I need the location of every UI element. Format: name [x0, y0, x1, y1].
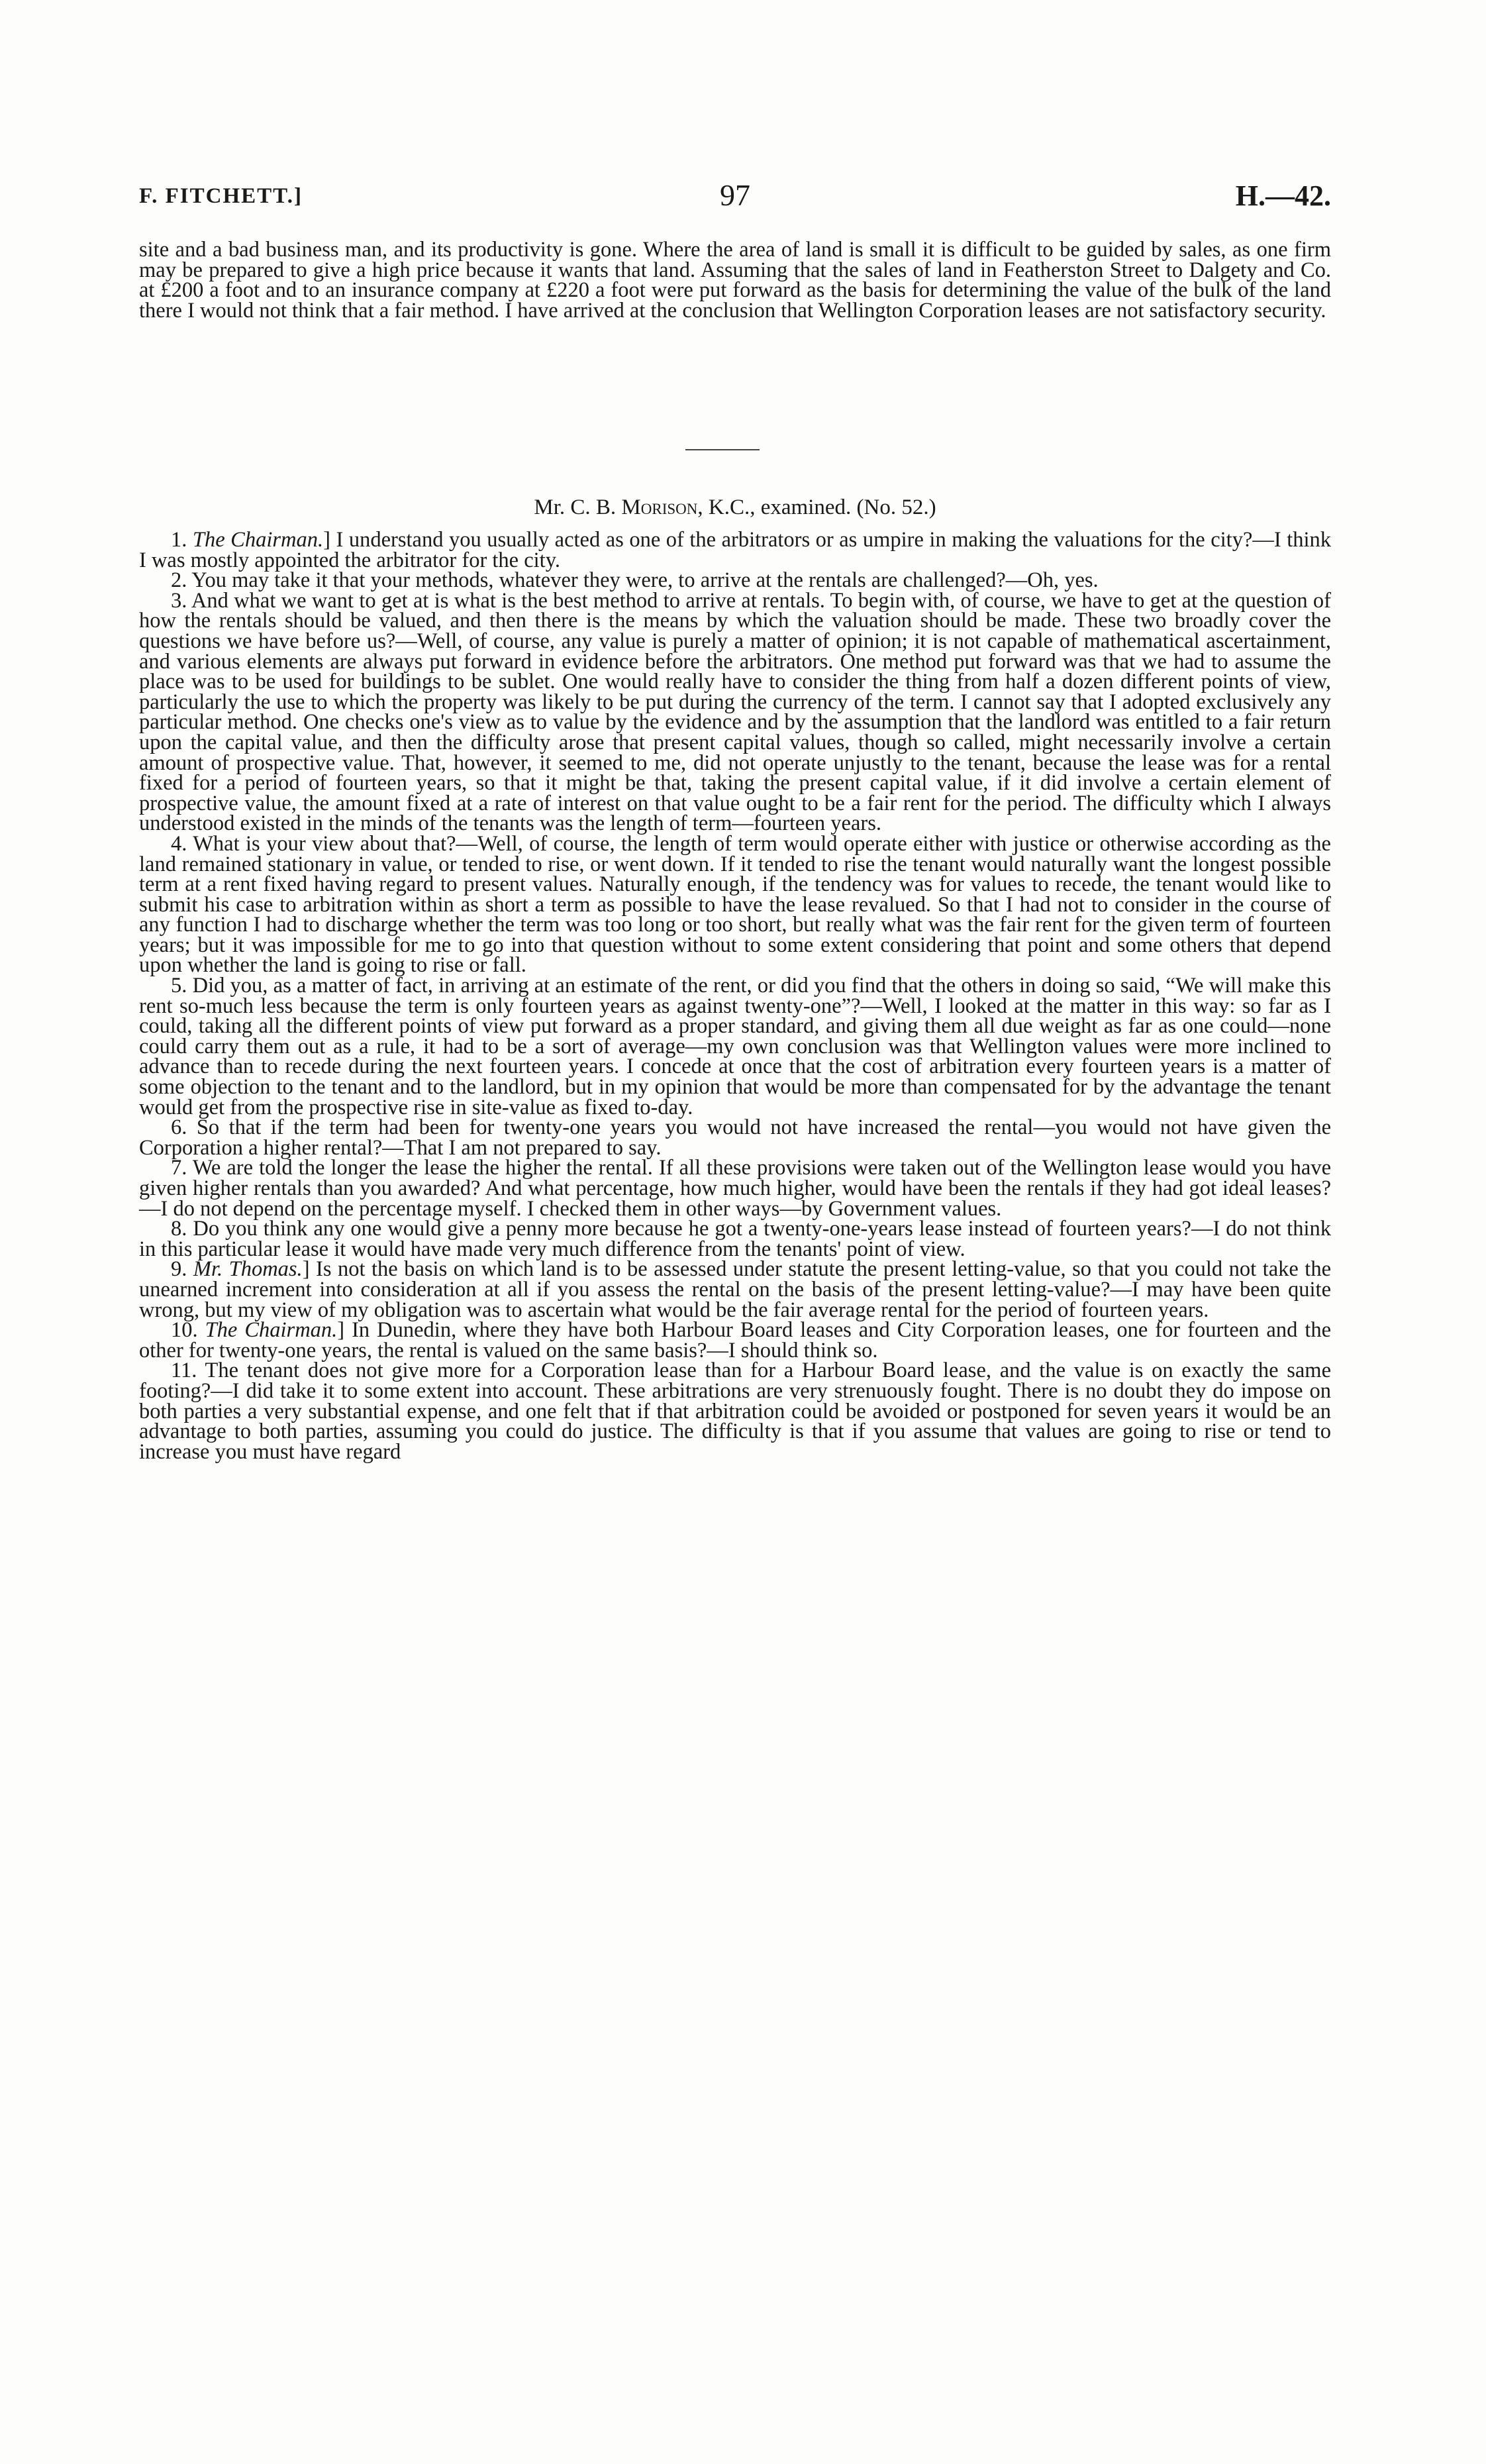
- question-text: Did you, as a matter of fact, in arriving at an estimate of the rent, or did you find that the others in doing so said, “We will make this rent so-much less because the term is only fourteen years as against twenty-one”?—Well, I looked at the matter in this way: so far as I could, taking all the different points of view put forward as a proper standard, and giving them all due weight as far as one could—none could carry them out as a rule, it had to be a sort of average—my own conclusion was that Wellington values were more inclined to advance than to recede during the next fourteen years. I concede at once that the cost of arbitration every fourteen years is a matter of some objection to the tenant and to the landlord, but in my opinion that would be more than compensated for by the advantage the tenant would get from the prospective rise in site-value as fixed to-day.: [139, 974, 1331, 1119]
- question-number: 2.: [171, 568, 187, 593]
- examination-number: (No. 52.): [856, 495, 936, 519]
- examination-heading: [139, 495, 1331, 520]
- question-number: 11.: [171, 1359, 197, 1383]
- question-paragraph: 9. Mr. Thomas.] Is not the basis on which land is to be assessed under statute the present letting-value, so that you could not take the unearned increment into consideration at all if you assess the rental on the basis of the present letting-value?—I may have been quite wrong, but my view of my obligation was to ascertain what would be the fair average rental for the period of fourteen years.: [139, 1257, 1332, 1322]
- question-number: 10.: [171, 1318, 198, 1343]
- question-paragraph: [139, 1360, 1331, 1462]
- examination-suffix: , K.C., examined.: [697, 495, 852, 519]
- page-header: [139, 178, 1331, 224]
- question-paragraph: [139, 831, 1331, 978]
- document-code: H.—42.: [1235, 180, 1331, 212]
- section-divider: [685, 449, 760, 450]
- question-number: 7.: [171, 1156, 187, 1180]
- question-speaker: The Chairman.: [192, 528, 324, 552]
- page-number: 97: [720, 178, 750, 212]
- question-number: 4.: [171, 831, 187, 856]
- question-number: 1.: [171, 528, 187, 552]
- question-paragraph: [139, 570, 1331, 591]
- question-text: And what we want to get at is what is the best method to arrive at rentals. To begin with, of course, we have to get at the question of how the rentals should be valued, and then there is the means by which the valuation should be made. These two broadly cover the questions we have before us?—Well, of course, any value is purely a matter of opinion; it is not capable of mathematical ascertainment, and various elements are always put forward in evidence before the arbitrators. One method put forward was that we had to assume the place was to be used for buildings to be sublet. One would really have to consider the thing from half a dozen different points of view, particularly the use to which the property was likely to be put during the currency of the term. I cannot say that I adopted exclusively any particular method. One checks one's view as to value by the evidence and by the assumption that the landlord was entitled to a fair return upon the capital value, and then the difficulty arose that present capital values, though so called, might necessarily involve a certain amount of prospective value. That, however, it seemed to me, did not operate unjustly to the tenant, because the lease was for a rental fixed for a period of fourteen years, so that it might be that, taking the present capital value, if it did involve a certain element of prospective value, the amount fixed at a rate of interest on that value ought to be a fair rent for the period. The difficulty which I always understood existed in the minds of the tenants was the length of term—fourteen years.: [139, 588, 1331, 836]
- question-text: We are told the longer the lease the higher the rental. If all these provisions were taken out of the Wellington lease would you have given higher rentals than you awarded? And what percentage, how much higher, would have been the rentals if they had got ideal leases?—I do not depend on the percentage myself. I checked them in other ways—by Government values.: [139, 1156, 1331, 1221]
- question-text: In Dunedin, where they have both Harbour Board leases and City Corporation leases, one for fourteen and the other for twenty-one years, the rental is valued on the same basis?—I should think so.: [139, 1318, 1332, 1362]
- witness-examined-name: C. B. Morison: [570, 495, 698, 519]
- question-paragraph: [139, 1219, 1331, 1259]
- question-paragraph: [139, 588, 1331, 836]
- question-text: I understand you usually acted as one of the arbitrators or as umpire in making the valuations for the city?—I think I was mostly appointed the arbitrator for the city.: [139, 528, 1332, 572]
- question-speaker: Mr. Thomas.: [193, 1257, 303, 1282]
- question-number: 5.: [171, 974, 187, 998]
- question-paragraph: [139, 976, 1331, 1117]
- question-number: 3.: [171, 588, 187, 613]
- examination-prefix: Mr.: [534, 495, 566, 519]
- questions-list: [139, 530, 1331, 1462]
- question-paragraph: 10. The Chairman.] In Dunedin, where they have both Harbour Board leases and City Corporation leases, one for fourteen and the other for twenty-one years, the rental is valued on the same basis?—I should think so.: [139, 1318, 1332, 1362]
- question-text: Is not the basis on which land is to be assessed under statute the present letting-value, so that you could not take the unearned increment into consideration at all if you assess the rental on the basis of the present letting-value?—I may have been quite wrong, but my view of my obligation was to ascertain what would be the fair average rental for the period of fourteen years.: [139, 1257, 1332, 1322]
- question-text: Do you think any one would give a penny more because he got a twenty-one-years lease instead of fourteen years?—I do not think in this particular lease it would have made very much difference from the tenants' point of view.: [139, 1217, 1331, 1261]
- question-number: 9.: [171, 1257, 187, 1282]
- witness-name: F. FITCHETT.]: [139, 184, 303, 208]
- question-paragraph: [139, 1117, 1331, 1158]
- question-number: 8.: [171, 1217, 187, 1241]
- opening-paragraph: site and a bad business man, and its productivity is gone. Where the area of land is small it is difficult to be guided by sales, as one firm may be prepared to give a high price because it wants that land. Assuming that the sales of land in Featherston Street to Dalgety and Co. at £200 a foot and to an insurance company at £220 a foot were put forward as the basis for determining the value of the bulk of the land there I would not think that a fair method. I have arrived at the conclusion that Wellington Corporation leases are not satisfactory security.: [139, 238, 1331, 323]
- question-text: The tenant does not give more for a Corporation lease than for a Harbour Board lease, and the value is on exactly the same footing?—I did take it to some extent into account. These arbitrations are very strenuously fought. There is no doubt they do impose on both parties a very substantial expense, and one felt that if that arbitration could be avoided or postponed for seven years it would be an advantage to both parties, assuming you could do justice. The difficulty is that if you assume that values are going to rise or tend to increase you must have regard: [139, 1359, 1332, 1464]
- question-paragraph: 1. The Chairman.] I understand you usually acted as one of the arbitrators or as umpire in making the valuations for the city?—I think I was mostly appointed the arbitrator for the city.: [139, 528, 1332, 572]
- question-text: So that if the term had been for twenty-one years you would not have increased the rental—you would not have given the Corporation a higher rental?—That I am not prepared to say.: [139, 1115, 1332, 1160]
- question-paragraph: [139, 1158, 1331, 1219]
- opening-paragraph-block: [139, 240, 1331, 321]
- question-text: You may take it that your methods, whatever they were, to arrive at the rentals are challenged?—Oh, yes.: [191, 568, 1099, 593]
- question-number: 6.: [171, 1115, 187, 1140]
- question-text: What is your view about that?—Well, of course, the length of term would operate either with justice or otherwise according as the land remained stationary in value, or tended to rise, or went down. If it tended to rise the tenant would naturally want the longest possible term at a rent fixed having regard to present values. Naturally enough, if the tendency was for values to recede, the tenant would like to submit his case to arbitration within as short a term as possible to have the lease revalued. So that I had not to consider in the course of any function I had to discharge whether the term was too long or too short, but really what was the fair rent for the given term of fourteen years; but it was impossible for me to go into that question without to some extent considering that point and some others that depend upon whether the land is going to rise or fall.: [139, 831, 1331, 978]
- question-speaker: The Chairman.: [205, 1318, 338, 1343]
